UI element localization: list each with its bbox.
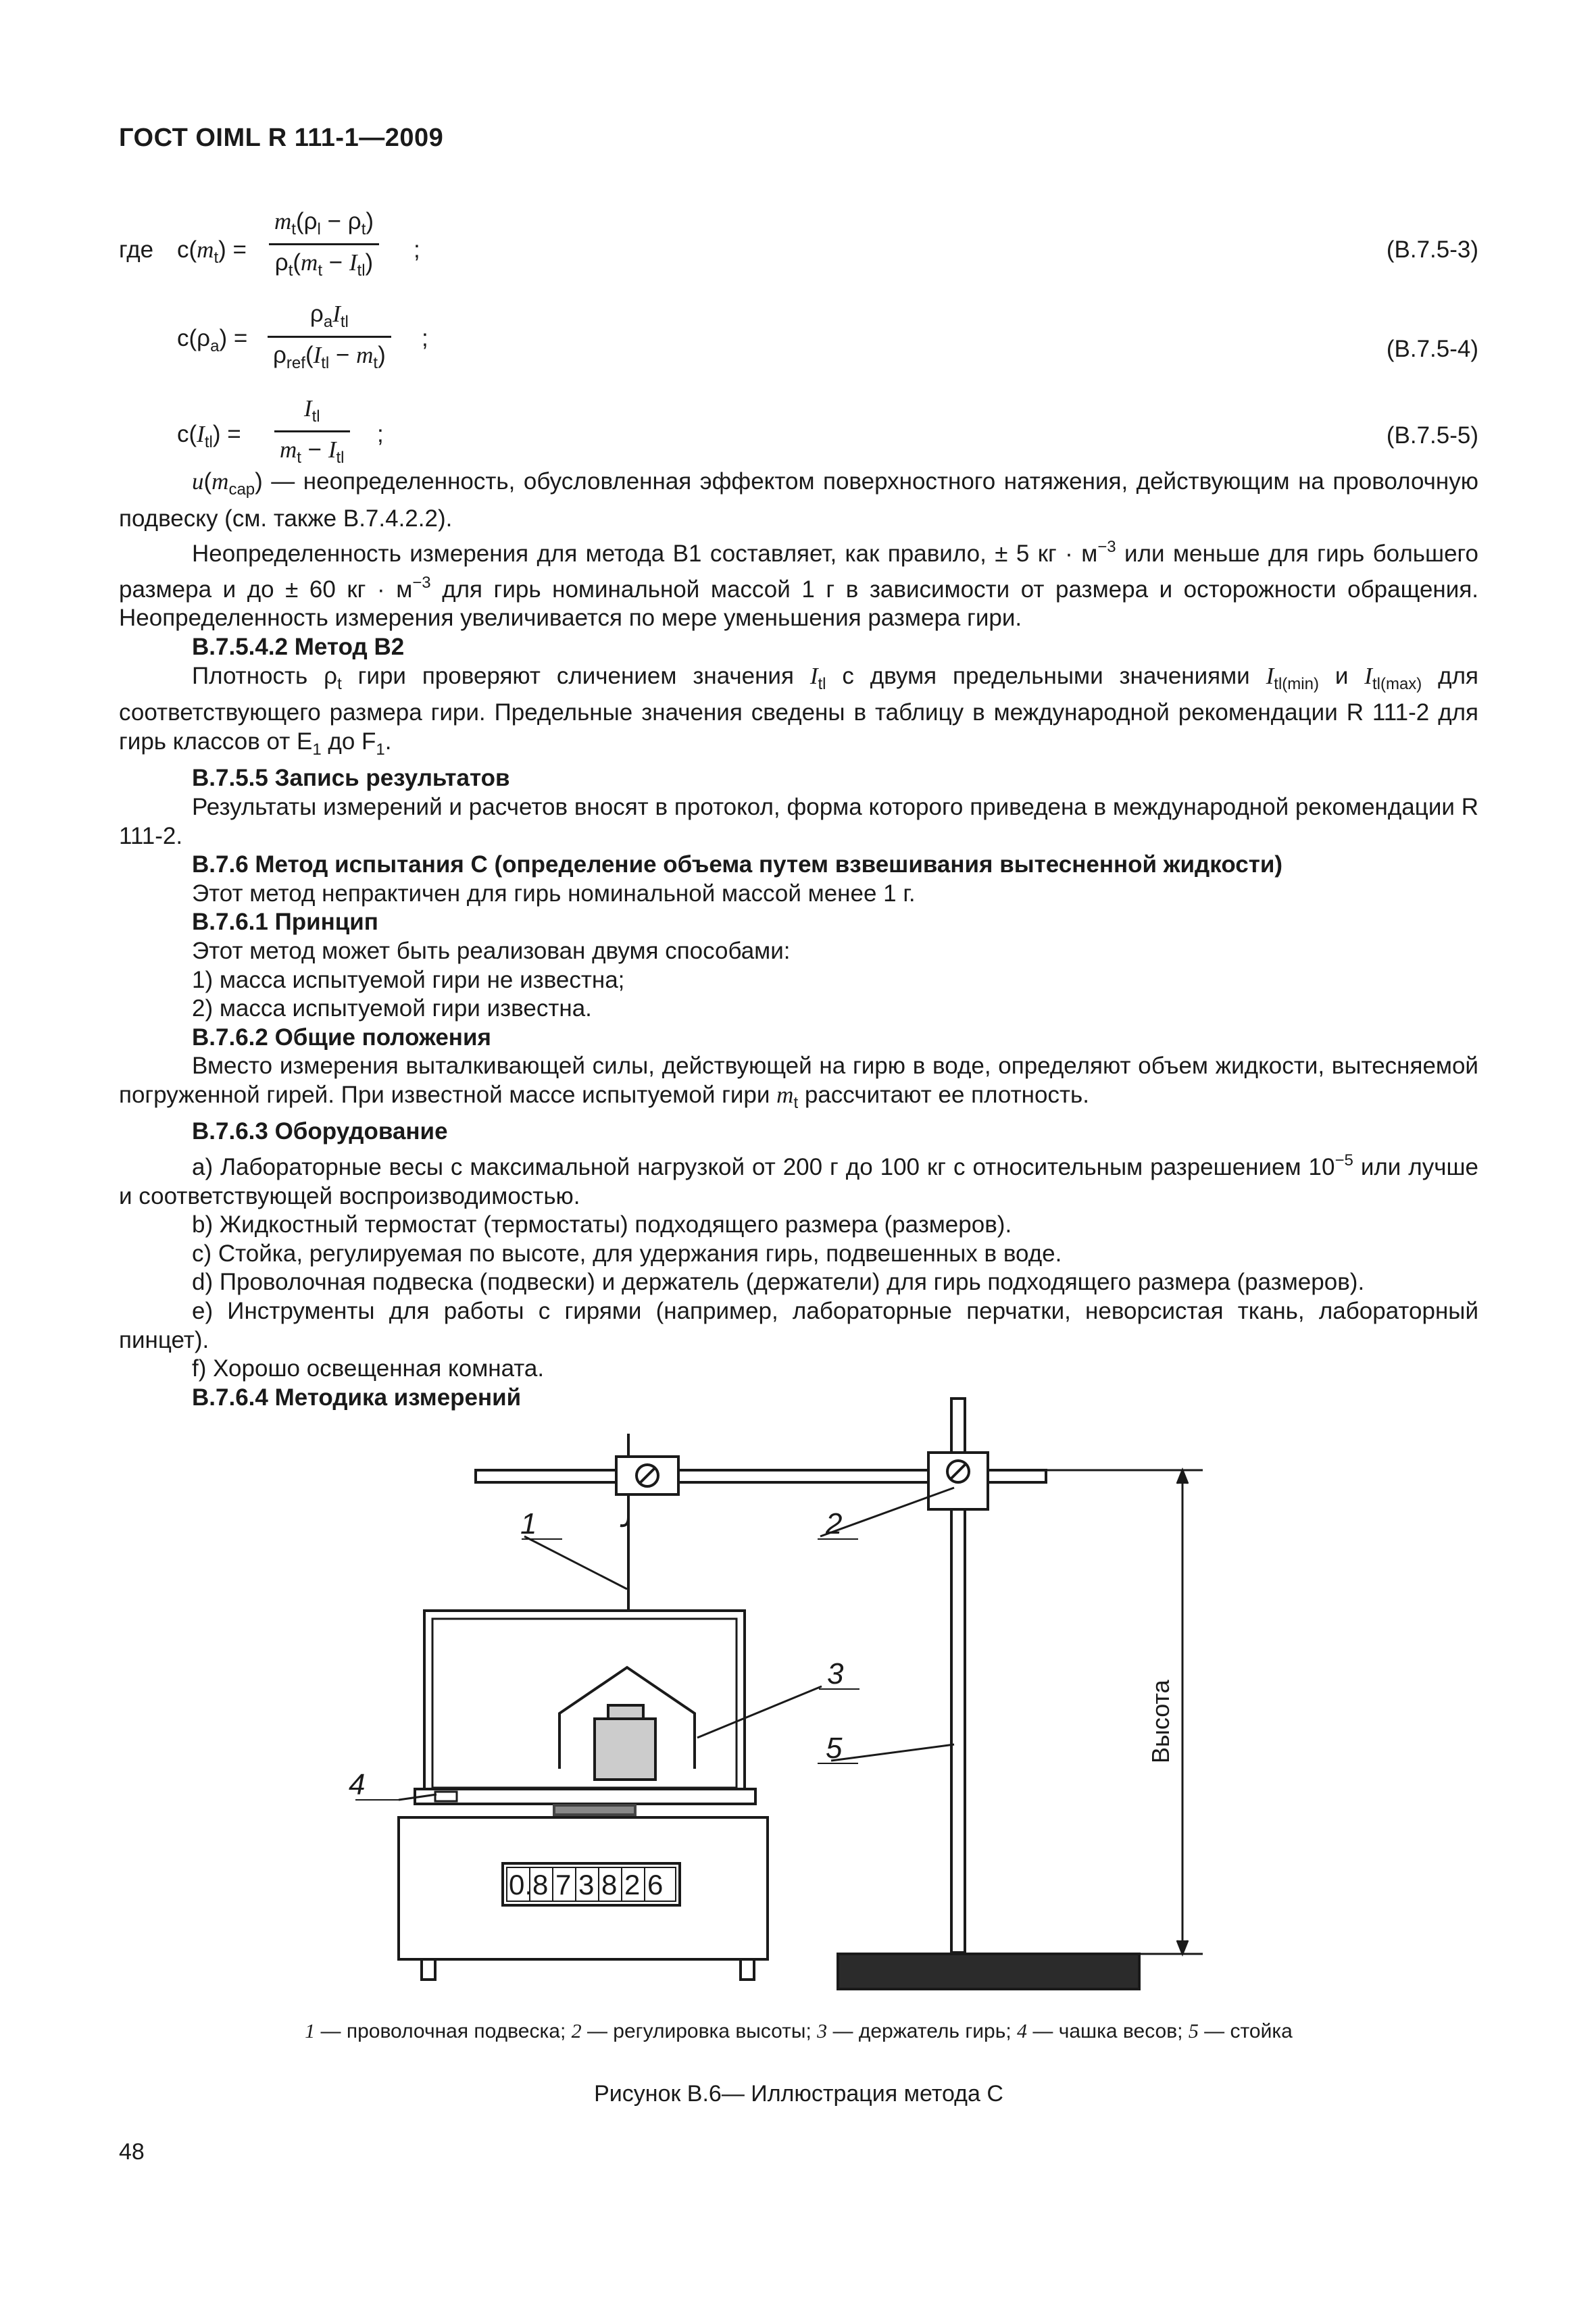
formula-lhs: $c(\rho_a)$ = [177, 325, 248, 355]
figure-label-3: 3 [827, 1657, 844, 1690]
where-label: где [119, 236, 154, 263]
paragraph-general: Вместо измерения выталкивающей силы, действующей на гирю в воде, определяют объем жидкости, вытесняемой погруженной гирей. При известной массе испытуемой гири $m_t$ рассчитают ее плотность. [119, 1053, 1478, 1112]
scale-pan [415, 1789, 755, 1804]
heading-b762: B.7.6.2 Общие положения [192, 1024, 491, 1051]
display-digit: 8 [532, 1869, 549, 1901]
balance-foot [422, 1959, 435, 1980]
heading-b7542: B.7.5.4.2 Метод B2 [192, 633, 405, 660]
paragraph-method-b2: Плотность $\rho_t$ гири проверяют сличением значения $I_{tl}$ с двумя предельными значениями $I_{tl(min)}$ и $I_{tl(max)}$ для соответствующего размера гири. Предельные значения сведены в таблицу в международной рекомендации R 111-2 для гирь классов от $E_1$ до $F_1$. [119, 662, 1478, 759]
figure-b6-illustration [119, 1385, 1478, 1993]
paragraph-equipment-e: e) Инструменты для работы с гирями (например, лабораторные перчатки, неворсистая ткань, лабораторный пинцет). [119, 1298, 1478, 1353]
test-weight-top [608, 1705, 643, 1719]
list-item: 2) масса испытуемой гири известна. [192, 995, 592, 1022]
heading-b761: B.7.6.1 Принцип [192, 909, 378, 936]
leader-line-5 [831, 1744, 954, 1761]
display-digit: 6 [647, 1869, 664, 1901]
document-header: ГОСТ OIML R 111-1—2009 [119, 124, 444, 152]
display-digit: 7 [555, 1869, 572, 1901]
paragraph-equipment-b: b) Жидкостный термостат (термостаты) подходящего размера (размеров). [192, 1211, 1012, 1238]
formula-b753: где $c(m_t)$ = $m_t(\rho_l - \rho_t)$ $\rho_t(m_t - I_{tl})$ ; (B.7.5-3) [119, 208, 1478, 280]
leader-line-1 [524, 1536, 627, 1589]
figure-label-2: 2 [826, 1507, 843, 1540]
paragraph-method-c-note: Этот метод непрактичен для гирь номинальной массой менее 1 г. [192, 880, 916, 907]
paragraph-results: Результаты измерений и расчетов вносят в протокол, форма которого приведена в международной рекомендации R 111-2. [119, 793, 1478, 849]
document-page [119, 0, 1478, 2314]
formula-fraction: $\rho_aI_{tl}$ $\rho_{ref}(I_{tl} - m_t)$ [268, 301, 391, 373]
display-digit: 2 [624, 1869, 641, 1901]
formula-fraction: $I_{tl}$ $m_t - I_{tl}$ [274, 395, 350, 468]
formula-b754: $c(\rho_a)$ = $\rho_aI_{tl}$ $\rho_{ref}(I_{tl} - m_t)$ ; (B.7.5-4) [177, 301, 1478, 372]
stand-base [838, 1954, 1139, 1989]
list-item: 1) масса испытуемой гири не известна; [192, 966, 625, 993]
paragraph-equipment-a: a) Лабораторные весы с максимальной нагрузкой от 200 г до 100 кг с относительным разрешением $10^{-5}$ или лучше и соответствующей воспроизводимостью. [119, 1151, 1478, 1209]
paragraph-principle: Этот метод может быть реализован двумя способами: [192, 937, 791, 964]
figure-caption: Рисунок B.6— Иллюстрация метода C [594, 2081, 1003, 2107]
display-digit: 8 [601, 1869, 618, 1901]
display-digit: 3 [578, 1869, 595, 1901]
heading-b755: B.7.5.5 Запись результатов [192, 765, 510, 792]
formula-lhs: $c(m_t)$ = [177, 236, 247, 267]
paragraph-u-mcap: $u(m_{cap})$ — неопределенность, обусловленная эффектом поверхностного натяжения, действующим на проволочную подвеску (см. также B.7.4.2.2). [119, 468, 1478, 532]
equation-number: (B.7.5-4) [1386, 336, 1478, 362]
formula-b755: $c(I_{tl})$ = $I_{tl}$ $m_t - I_{tl}$ ; (B.7.5-5) [177, 395, 1478, 467]
figure-label-5: 5 [826, 1732, 843, 1765]
display-digit: 0. [509, 1869, 533, 1901]
equation-number: (B.7.5-5) [1386, 422, 1478, 449]
heading-b763: B.7.6.3 Оборудование [192, 1118, 448, 1145]
body-text [119, 468, 1478, 1412]
figure-label-1: 1 [520, 1507, 537, 1540]
test-weight [595, 1719, 655, 1780]
formula-lhs: $c(I_{tl})$ = [177, 421, 241, 451]
heading-b76: B.7.6 Метод испытания C (определение объема путем взвешивания вытесненной жидкости) [192, 851, 1283, 878]
paragraph-equipment-c: c) Стойка, регулируемая по высоте, для удержания гирь, подвешенных в воде. [192, 1240, 1062, 1267]
heading-b764: B.7.6.4 Методика измерений [192, 1384, 522, 1411]
paragraph-uncertainty-b1: Неопределенность измерения для метода B1 составляет, как правило, ± 5 кг · $м^{-3}$ или меньше для гирь большего размера и до ± 60 кг · $м^{-3}$ для гирь номинальной массой 1 г в зависимости от размера и осторожности обращения. Неопределенность измерения увеличивается по мере уменьшения размера гири. [119, 538, 1478, 632]
balance-foot [741, 1959, 754, 1980]
paragraph-equipment-d: d) Проволочная подвеска (подвески) и держатель (держатели) для гирь подходящего размера (размеров). [192, 1269, 1365, 1296]
figure-label-4: 4 [349, 1768, 366, 1801]
height-label: Высота [1147, 1680, 1174, 1763]
figure-legend: 1 — проволочная подвеска; 2 — регулировка высоты; 3 — держатель гирь; 4 — чашка весов; 5 — стойка [305, 2020, 1293, 2042]
equation-number: (B.7.5-3) [1386, 236, 1478, 263]
page-number: 48 [119, 2139, 145, 2165]
paragraph-equipment-f: f) Хорошо освещенная комната. [192, 1355, 545, 1382]
formula-fraction: $m_t(\rho_l - \rho_t)$ $\rho_t(m_t - I_{tl})$ [269, 208, 379, 280]
